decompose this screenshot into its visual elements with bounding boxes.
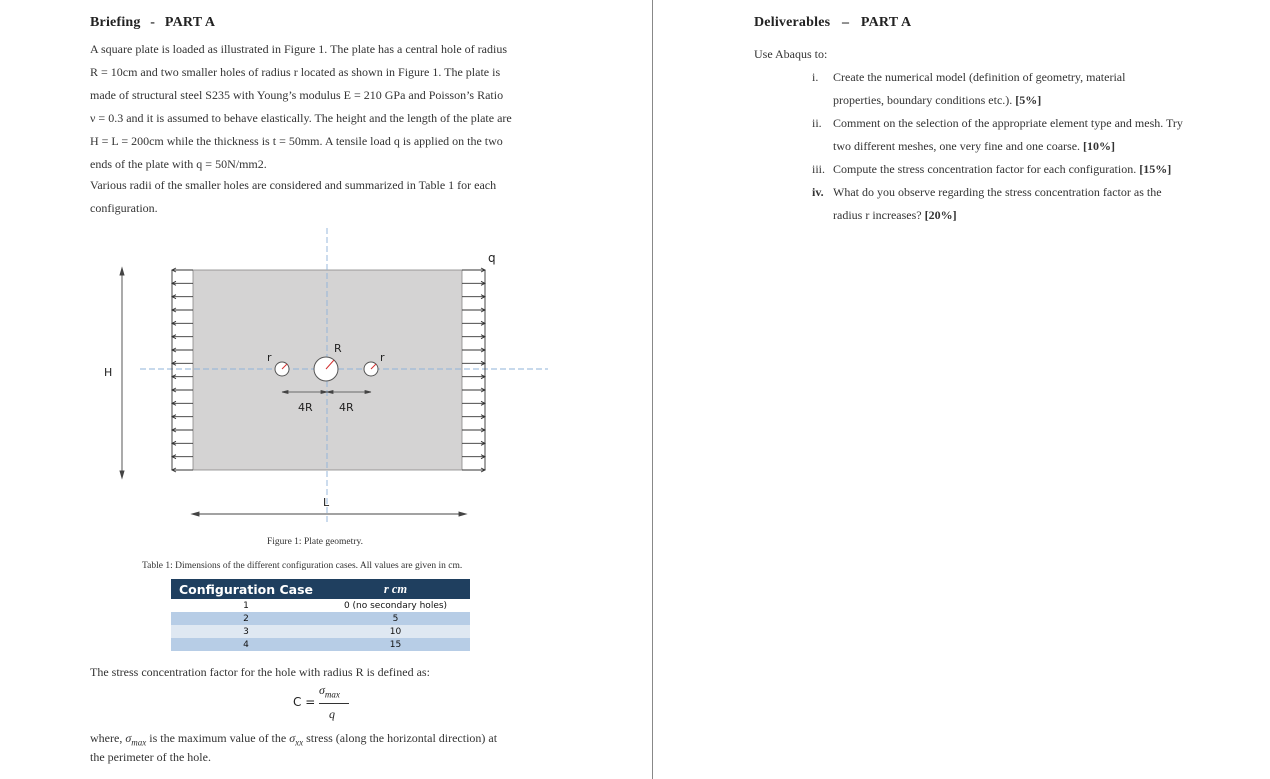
length-dimension xyxy=(192,512,466,516)
item-weight: [15%] xyxy=(1139,162,1172,176)
cell-case: 2 xyxy=(171,612,321,625)
item-line: Create the numerical model (definition of geometry, material xyxy=(833,70,1126,84)
item-number: i. xyxy=(812,70,819,84)
load-arrow-left xyxy=(172,295,193,299)
item-line-text: Compute the stress concentration factor for each configuration. xyxy=(833,162,1137,176)
deliverables-list xyxy=(812,66,1222,227)
briefing-part: PART A xyxy=(164,15,216,30)
load-arrow-left xyxy=(172,441,193,445)
list-item xyxy=(812,66,1222,112)
right-load-arrows xyxy=(462,268,485,472)
formula-numerator xyxy=(319,683,340,699)
item-line-last xyxy=(833,135,1222,158)
spacing-label-left: 4R xyxy=(298,401,313,414)
stress-definition-text: The stress concentration factor for the hole with radius R is defined as: xyxy=(90,665,430,679)
right-radius-label: r xyxy=(380,351,385,364)
page-divider xyxy=(652,0,653,779)
cell-r: 15 xyxy=(321,638,470,651)
load-arrow-right xyxy=(462,441,485,445)
left-load-arrows xyxy=(172,268,193,472)
deliverables-title: Deliverables xyxy=(754,15,831,30)
paragraph-line: ends of the plate with q = 50N/mm2. xyxy=(90,157,267,171)
where-sigma-sub: max xyxy=(131,737,147,748)
where-paragraph xyxy=(90,731,560,765)
item-number: iii. xyxy=(812,162,826,176)
paragraph-line: R = 10cm and two smaller holes of radius r located as shown in Figure 1. The plate is xyxy=(90,65,501,79)
load-arrow-right xyxy=(462,321,485,325)
cell-r: 10 xyxy=(321,625,470,638)
where-text-3: stress (along the horizontal direction) at xyxy=(303,731,498,745)
item-line-last xyxy=(833,89,1222,112)
table-row xyxy=(171,638,470,651)
load-arrow-left xyxy=(172,321,193,325)
load-arrow-right xyxy=(462,335,485,339)
item-weight: [5%] xyxy=(1015,93,1042,107)
load-arrow-right xyxy=(462,348,485,352)
list-item xyxy=(812,112,1222,158)
load-arrow-right xyxy=(462,268,485,272)
header-r xyxy=(321,579,470,599)
load-arrow-left xyxy=(172,468,193,472)
formula-bar xyxy=(319,703,349,704)
cell-case: 4 xyxy=(171,638,321,651)
height-label: H xyxy=(104,366,113,379)
paragraph-line: H = L = 200cm while the thickness is t = 50mm. A tensile load q is applied on the two xyxy=(90,134,503,148)
load-arrow-right xyxy=(462,281,485,285)
paragraph-line: ν = 0.3 and it is assumed to behave elastically. The height and the length of the plate are xyxy=(90,111,512,125)
header-r-text: r cm xyxy=(383,581,408,596)
load-arrow-left xyxy=(172,268,193,272)
where-text-2: is the maximum value of the xyxy=(149,731,287,745)
formula-lhs: C = xyxy=(293,695,316,709)
paragraph-line: Various radii of the smaller holes are considered and summarized in Table 1 for each xyxy=(90,178,497,192)
load-arrow-left xyxy=(172,361,193,365)
table-caption: Table 1: Dimensions of the different configuration cases. All values are given in cm. xyxy=(142,561,463,571)
paragraph-line: A square plate is loaded as illustrated in Figure 1. The plate has a central hole of radius xyxy=(90,42,507,56)
cell-r: 5 xyxy=(321,612,470,625)
list-item xyxy=(812,158,1222,181)
deliverables-part: PART A xyxy=(860,15,912,30)
cell-case: 3 xyxy=(171,625,321,638)
item-line-last xyxy=(833,158,1222,181)
load-arrow-left xyxy=(172,415,193,419)
load-arrow-right xyxy=(462,375,485,379)
formula-denominator: q xyxy=(329,707,335,721)
item-line: What do you observe regarding the stress concentration factor as the xyxy=(833,185,1162,199)
item-number: iv. xyxy=(812,185,824,199)
load-arrow-left xyxy=(172,388,193,392)
item-weight: [20%] xyxy=(924,208,957,222)
briefing-title-dash: - xyxy=(150,15,156,30)
load-arrow-right xyxy=(462,308,485,312)
load-label-q: q xyxy=(488,251,496,265)
item-line-text: two different meshes, one very fine and one coarse. xyxy=(833,139,1081,153)
cell-case: 1 xyxy=(171,599,321,612)
figure-caption: Figure 1: Plate geometry. xyxy=(267,537,363,547)
deliverables-heading xyxy=(754,15,911,31)
load-arrow-right xyxy=(462,455,485,459)
load-arrow-right xyxy=(462,401,485,405)
where-sigma: σ xyxy=(125,731,132,745)
where-text-1: where, xyxy=(90,731,123,745)
briefing-title: Briefing xyxy=(90,15,141,30)
load-arrow-left xyxy=(172,401,193,405)
deliverables-intro: Use Abaqus to: xyxy=(754,47,828,61)
item-line-last xyxy=(833,204,1222,227)
spacing-label-right: 4R xyxy=(339,401,354,414)
height-dimension xyxy=(120,268,124,478)
load-arrow-left xyxy=(172,348,193,352)
table-row xyxy=(171,625,470,638)
central-radius-label: R xyxy=(334,342,342,355)
configuration-table xyxy=(171,579,470,651)
item-line-text: radius r increases? xyxy=(833,208,922,222)
load-arrow-right xyxy=(462,295,485,299)
table-row xyxy=(171,599,470,612)
cell-r: 0 (no secondary holes) xyxy=(321,599,470,612)
formula-sigma-sub: max xyxy=(324,689,340,700)
load-arrow-right xyxy=(462,468,485,472)
formula-sigma: σ xyxy=(319,683,325,697)
paragraph-line: configuration. xyxy=(90,201,158,215)
list-item xyxy=(812,181,1222,227)
where-text-4: the perimeter of the hole. xyxy=(90,750,211,765)
load-arrow-left xyxy=(172,375,193,379)
deliverables-title-dash: – xyxy=(841,15,850,30)
load-arrow-right xyxy=(462,415,485,419)
load-arrow-left xyxy=(172,308,193,312)
load-arrow-left xyxy=(172,281,193,285)
where-sigma-sub-2: xx xyxy=(295,737,304,748)
where-sigma-2: σ xyxy=(289,731,296,745)
plate-geometry-figure xyxy=(0,0,652,540)
load-arrow-left xyxy=(172,455,193,459)
item-line: Comment on the selection of the appropriate element type and mesh. Try xyxy=(833,116,1183,130)
table-row xyxy=(171,612,470,625)
item-number: ii. xyxy=(812,116,822,130)
load-arrow-right xyxy=(462,388,485,392)
load-arrow-left xyxy=(172,428,193,432)
left-radius-label: r xyxy=(267,351,272,364)
item-line-text: properties, boundary conditions etc.). xyxy=(833,93,1013,107)
paragraph-line: made of structural steel S235 with Young’s modulus E = 210 GPa and Poisson’s Ratio xyxy=(90,88,504,102)
table-header-row xyxy=(171,579,470,599)
item-weight: [10%] xyxy=(1083,139,1116,153)
load-arrow-right xyxy=(462,361,485,365)
load-arrow-left xyxy=(172,335,193,339)
header-configuration-case: Configuration Case xyxy=(171,579,321,599)
load-arrow-right xyxy=(462,428,485,432)
length-label: L xyxy=(323,496,330,509)
